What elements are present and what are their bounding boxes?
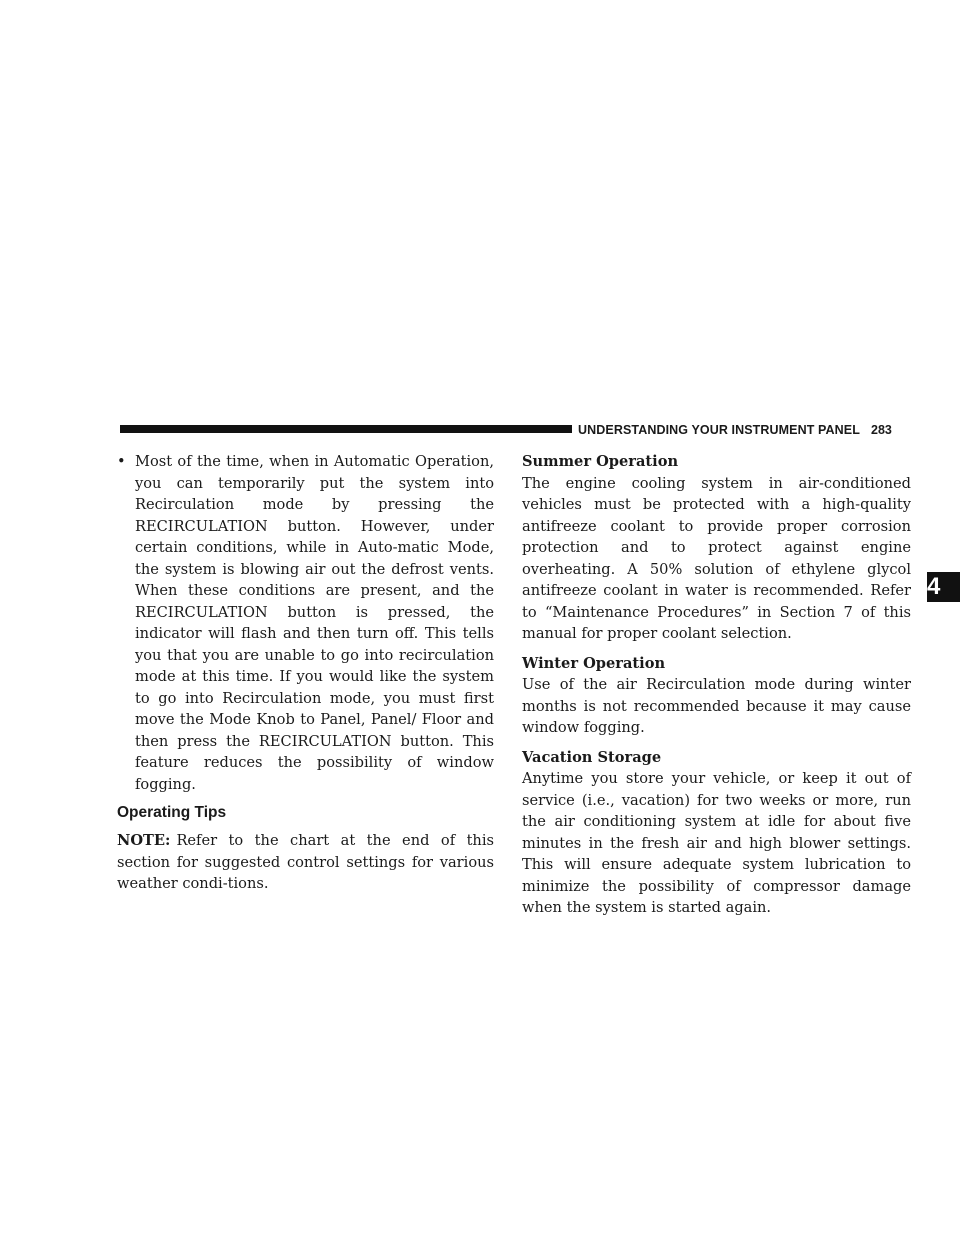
winter-operation-block <box>522 653 911 739</box>
section-tab-label: 4 <box>927 573 941 600</box>
heading-summer-operation: Summer Operation <box>522 453 679 470</box>
section-tab <box>927 572 960 602</box>
bullet-text: Most of the time, when in Automatic Operation, you can temporarily put the system into Recirculation mode by pressing the RECIRCULATION button. However, under certain conditions, while in Auto-matic Mode, the system is blowing air out the defrost vents. When these conditions are present, and the RECIRCULATION button is pressed, the indicator will flash and then turn off. This tells you that you are unable to go into recirculation mode at this time. If you would like the system to go into Recirculation mode, you must first move the Mode Knob to Panel, Panel/ Floor and then press the RECIRCULATION button. This feature reduces the possibility of window fogging. <box>135 453 494 793</box>
paragraph-vacation-storage: Anytime you store your vehicle, or keep it out of service (i.e., vacation) for two weeks or more, run the air conditioning system at idle for about five minutes in the fresh air and high blower settings. This will ensure adequate system lubrication to minimize the possibility of compressor damage when the system is started again. <box>522 770 911 916</box>
page-header-title: UNDERSTANDING YOUR INSTRUMENT PANEL <box>578 423 860 437</box>
header-rule <box>120 425 572 433</box>
right-column <box>522 451 911 927</box>
left-column <box>117 451 494 895</box>
note-paragraph <box>117 830 494 895</box>
bullet-item <box>117 451 494 795</box>
heading-winter-operation: Winter Operation <box>522 654 666 672</box>
heading-vacation-storage: Vacation Storage <box>522 748 662 766</box>
note-label: NOTE: <box>117 832 171 849</box>
note-text: Refer to the chart at the end of this section for suggested control settings for various weather condi-tions. <box>117 832 494 892</box>
page-number: 283 <box>871 423 892 437</box>
section-heading-operating-tips: Operating Tips <box>117 804 227 821</box>
vacation-storage-block <box>522 747 911 919</box>
paragraph-winter-operation: Use of the air Recirculation mode during winter months is not recommended because it may cause window fogging. <box>522 676 911 736</box>
bullet-icon: • <box>117 453 126 470</box>
summer-operation-block <box>522 451 911 645</box>
paragraph-summer-operation: The engine cooling system in air-conditioned vehicles must be protected with a high-quality antifreeze coolant to provide proper corrosion protection and to protect against engine overheating. A 50% solution of ethylene glycol antifreeze coolant in water is recommended. Refer to “Maintenance Procedures” in Section 7 of this manual for proper coolant selection. <box>522 474 911 642</box>
